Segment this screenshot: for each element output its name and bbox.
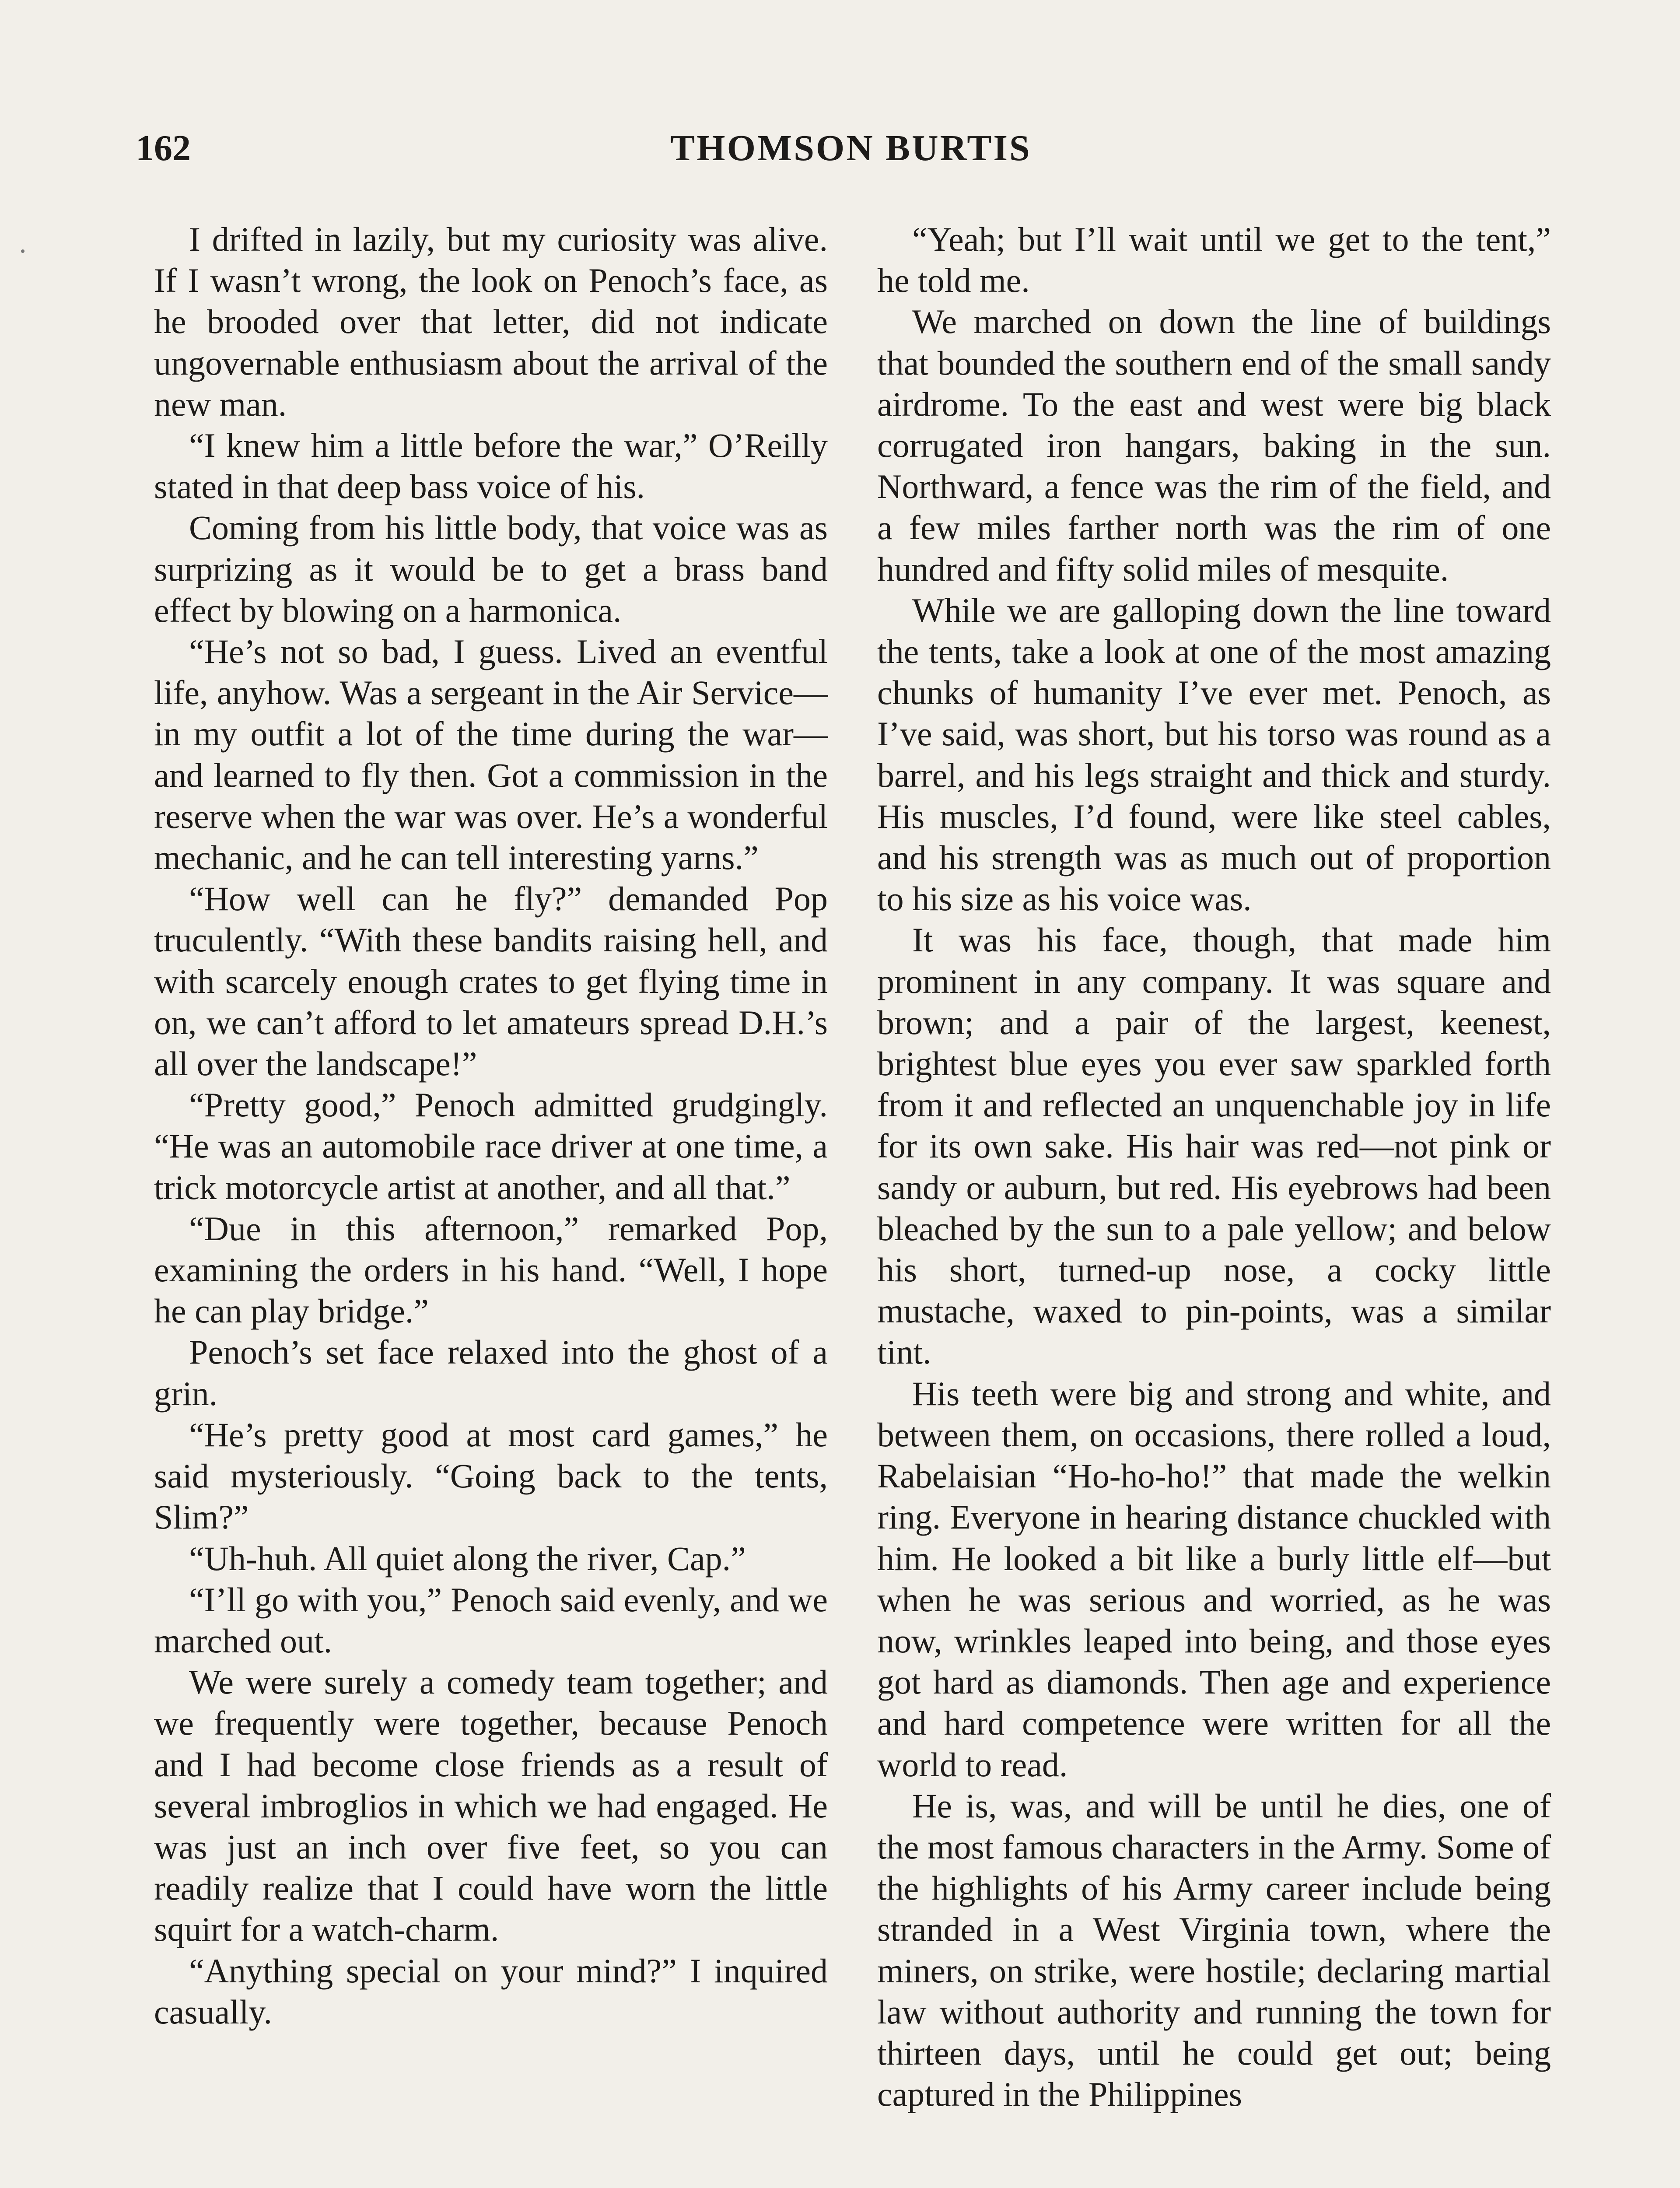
paragraph: His teeth were big and strong and white, and between them, on occasions, there rolled a loud, Rabelaisian “Ho-ho-ho!” that made the welkin ring. Everyone in hearing distance chuckled with him. He looked a bit like a burly little elf—but when he was serious and worried, as he was now, wrinkles leaped into being, and those eyes got hard as diamonds. Then age and experience and hard competence were written for all the world to read. (877, 1374, 1551, 1784)
paragraph: “Pretty good,” Penoch admitted grudgingly. “He was an automobile race driver at one time, a trick motorcycle artist at another, and all that.” (154, 1086, 828, 1206)
right-column (877, 219, 1551, 2115)
page-speck (21, 249, 24, 253)
left-column (154, 219, 828, 2033)
page-header (136, 127, 1566, 179)
paragraph: “I’ll go with you,” Penoch said evenly, and we marched out. (154, 1580, 828, 1660)
page-number: 162 (136, 128, 191, 168)
paragraph: Coming from his little body, that voice was as surprizing as it would be to get a brass band effect by blowing on a harmonica. (154, 508, 828, 629)
paragraph: “Due in this afternoon,” remarked Pop, examining the orders in his hand. “Well, I hope he can play bridge.” (154, 1209, 828, 1330)
paragraph: “He’s pretty good at most card games,” he said mysteriously. “Going back to the tents, Slim?” (154, 1415, 828, 1536)
paragraph: “Anything special on your mind?” I inquired casually. (154, 1951, 828, 2031)
paragraph: “Yeah; but I’ll wait until we get to the tent,” he told me. (877, 220, 1551, 300)
running-head: THOMSON BURTIS (670, 128, 1032, 168)
paragraph: While we are galloping down the line toward the tents, take a look at one of the most amazing chunks of humanity I’ve ever met. Penoch, as I’ve said, was short, but his torso was round as a barrel, and his legs straight and thick and sturdy. His muscles, I’d found, were like steel cables, and his strength was as much out of proportion to his size as his voice was. (877, 591, 1551, 918)
paragraph: I drifted in lazily, but my curiosity was alive. If I wasn’t wrong, the look on Penoch’s face, as he brooded over that letter, did not indicate ungovernable enthusiasm about the arrival of the new man. (154, 220, 828, 423)
paragraph: Penoch’s set face relaxed into the ghost of a grin. (154, 1333, 828, 1413)
paragraph: We marched on down the line of buildings that bounded the southern end of the small sandy airdrome. To the east and west were big black corrugated iron hangars, baking in the sun. Northward, a fence was the rim of the field, and a few miles farther north was the rim of one hundred and fifty solid miles of mesquite. (877, 302, 1551, 588)
paragraph: “Uh-huh. All quiet along the river, Cap.” (189, 1539, 746, 1578)
paragraph: “How well can he fly?” demanded Pop truculently. “With these bandits raising hell, and with scarcely enough crates to get flying time in on, we can’t afford to let amateurs spread D.H.’s all over the landscape!” (154, 880, 828, 1083)
paragraph: We were surely a comedy team together; and we frequently were together, because Penoch and I had become close friends as a result of several imbroglios in which we had engaged. He was just an inch over five feet, so you can readily realize that I could have worn the little squirt for a watch-charm. (154, 1663, 828, 1949)
paragraph: “I knew him a little before the war,” O’Reilly stated in that deep bass voice of his. (154, 426, 828, 506)
paragraph: It was his face, though, that made him prominent in any company. It was square and brown; and a pair of the largest, keenest, brightest blue eyes you ever saw sparkled forth from it and reflected an unquenchable joy in life for its own sake. His hair was red—not pink or sandy or auburn, but red. His eyebrows had been bleached by the sun to a pale yellow; and below his short, turned-up nose, a cocky little mustache, waxed to pin-points, was a similar tint. (877, 921, 1551, 1371)
paragraph: “He’s not so bad, I guess. Lived an eventful life, anyhow. Was a sergeant in the Air Service—in my outfit a lot of the time during the war—and learned to fly then. Got a commission in the reserve when the war was over. He’s a wonderful mechanic, and he can tell interesting yarns.” (154, 632, 828, 877)
paragraph: He is, was, and will be until he dies, one of the most famous characters in the Army. Some of the highlights of his Army career include being stranded in a West Virginia town, where the miners, on strike, were hostile; declaring martial law without authority and running the town for thirteen days, until he could get out; being captured in the Philippines (877, 1786, 1551, 2114)
